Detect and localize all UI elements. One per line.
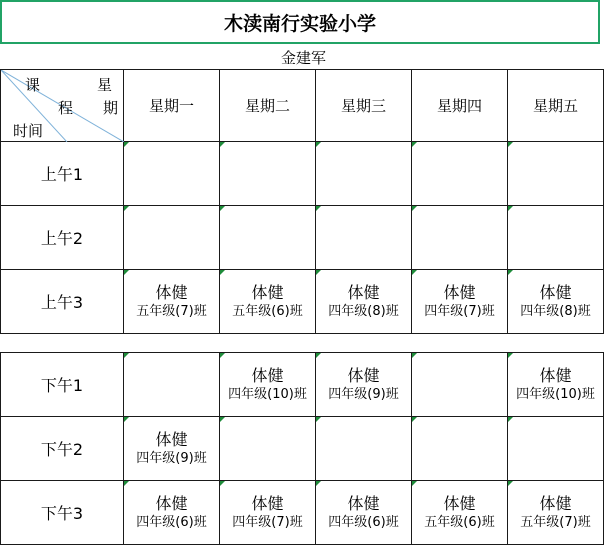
corner-cell <box>1 70 124 142</box>
subject-name: 体健 <box>539 282 572 302</box>
schedule-cell[interactable] <box>412 481 508 545</box>
schedule-cell[interactable] <box>124 353 220 417</box>
cell-marker-icon <box>220 417 225 422</box>
subject-name: 体健 <box>251 365 284 385</box>
schedule-cell[interactable] <box>316 142 412 206</box>
class-name: 四年级(6)班 <box>136 514 207 530</box>
period-row <box>1 206 604 270</box>
class-name: 四年级(7)班 <box>424 303 495 319</box>
cell-marker-icon <box>124 481 129 486</box>
cell-marker-icon <box>508 481 513 486</box>
subject-name: 体健 <box>539 365 572 385</box>
corner-shijian: 时间 <box>13 122 44 140</box>
cell-marker-icon <box>220 353 225 358</box>
class-name: 四年级(8)班 <box>328 303 399 319</box>
corner-cheng: 程 <box>58 99 74 117</box>
day-header-mon: 星期一 <box>124 70 220 142</box>
subject-name: 体健 <box>443 282 476 302</box>
cell-marker-icon <box>412 206 417 211</box>
cell-marker-icon <box>124 353 129 358</box>
header-row <box>1 70 604 142</box>
class-name: 四年级(6)班 <box>328 514 399 530</box>
schedule-cell[interactable] <box>124 417 220 481</box>
schedule-cell[interactable] <box>220 353 316 417</box>
schedule-cell[interactable] <box>316 206 412 270</box>
schedule-cell[interactable] <box>124 142 220 206</box>
corner-ke: 课 <box>25 76 41 94</box>
cell-marker-icon <box>220 481 225 486</box>
subject-name: 体健 <box>347 282 380 302</box>
period-label: 下午1 <box>1 353 124 417</box>
cell-marker-icon <box>124 142 129 147</box>
cell-marker-icon <box>316 270 321 275</box>
class-name: 五年级(6)班 <box>232 303 303 319</box>
cell-marker-icon <box>508 270 513 275</box>
schedule-cell[interactable] <box>124 481 220 545</box>
period-label: 上午2 <box>1 206 124 270</box>
schedule-cell[interactable] <box>316 481 412 545</box>
cell-marker-icon <box>316 481 321 486</box>
day-header-wed: 星期三 <box>316 70 412 142</box>
subject-name: 体健 <box>155 429 188 449</box>
subject-name: 体健 <box>347 493 380 513</box>
cell-marker-icon <box>412 270 417 275</box>
schedule-cell[interactable] <box>508 206 604 270</box>
schedule-cell[interactable] <box>412 206 508 270</box>
schedule-cell[interactable] <box>508 353 604 417</box>
cell-marker-icon <box>412 481 417 486</box>
schedule-cell[interactable] <box>412 353 508 417</box>
schedule-table <box>0 69 604 545</box>
cell-marker-icon <box>508 417 513 422</box>
cell-marker-icon <box>508 206 513 211</box>
cell-marker-icon <box>220 142 225 147</box>
class-name: 四年级(10)班 <box>228 386 307 402</box>
schedule-cell[interactable] <box>220 142 316 206</box>
subject-name: 体健 <box>539 493 572 513</box>
subject-name: 体健 <box>251 493 284 513</box>
schedule-cell[interactable] <box>220 417 316 481</box>
cell-marker-icon <box>124 270 129 275</box>
cell-marker-icon <box>220 270 225 275</box>
day-header-tue: 星期二 <box>220 70 316 142</box>
school-title: 木渎南行实验小学 <box>0 0 600 44</box>
class-name: 四年级(9)班 <box>328 386 399 402</box>
class-name: 四年级(9)班 <box>136 450 207 466</box>
subject-name: 体健 <box>155 493 188 513</box>
period-row <box>1 270 604 334</box>
class-name: 四年级(7)班 <box>232 514 303 530</box>
class-name: 四年级(8)班 <box>520 303 591 319</box>
class-name: 四年级(10)班 <box>516 386 595 402</box>
lunch-gap-row <box>1 334 604 353</box>
schedule-cell[interactable] <box>220 481 316 545</box>
schedule-cell[interactable] <box>124 270 220 334</box>
schedule-cell[interactable] <box>220 206 316 270</box>
schedule-cell[interactable] <box>508 142 604 206</box>
subject-name: 体健 <box>251 282 284 302</box>
period-label: 下午3 <box>1 481 124 545</box>
corner-xing: 星 <box>97 76 113 94</box>
schedule-cell[interactable] <box>316 417 412 481</box>
cell-marker-icon <box>316 417 321 422</box>
cell-marker-icon <box>316 353 321 358</box>
corner-qi: 期 <box>103 99 119 117</box>
day-header-fri: 星期五 <box>508 70 604 142</box>
class-name: 五年级(6)班 <box>424 514 495 530</box>
cell-marker-icon <box>412 417 417 422</box>
schedule-cell[interactable] <box>412 270 508 334</box>
lunch-gap <box>1 334 604 353</box>
schedule-cell[interactable] <box>316 353 412 417</box>
subject-name: 体健 <box>443 493 476 513</box>
cell-marker-icon <box>316 206 321 211</box>
teacher-name: 金建军 <box>280 48 326 67</box>
cell-marker-icon <box>412 142 417 147</box>
period-row <box>1 417 604 481</box>
class-name: 五年级(7)班 <box>520 514 591 530</box>
period-label: 下午2 <box>1 417 124 481</box>
class-name: 五年级(7)班 <box>136 303 207 319</box>
schedule-cell[interactable] <box>508 270 604 334</box>
schedule-cell[interactable] <box>508 417 604 481</box>
cell-marker-icon <box>124 417 129 422</box>
schedule-cell[interactable] <box>412 142 508 206</box>
schedule-cell[interactable] <box>124 206 220 270</box>
cell-marker-icon <box>220 206 225 211</box>
subject-name: 体健 <box>347 365 380 385</box>
period-label: 上午1 <box>1 142 124 206</box>
cell-marker-icon <box>508 353 513 358</box>
cell-marker-icon <box>508 142 513 147</box>
subject-name: 体健 <box>155 282 188 302</box>
schedule-cell[interactable] <box>508 481 604 545</box>
cell-marker-icon <box>412 353 417 358</box>
period-row <box>1 481 604 545</box>
schedule-cell[interactable] <box>412 417 508 481</box>
cell-marker-icon <box>316 142 321 147</box>
period-label: 上午3 <box>1 270 124 334</box>
cell-marker-icon <box>124 206 129 211</box>
day-header-thu: 星期四 <box>412 70 508 142</box>
period-row <box>1 142 604 206</box>
period-row <box>1 353 604 417</box>
schedule-cell[interactable] <box>220 270 316 334</box>
schedule-cell[interactable] <box>316 270 412 334</box>
